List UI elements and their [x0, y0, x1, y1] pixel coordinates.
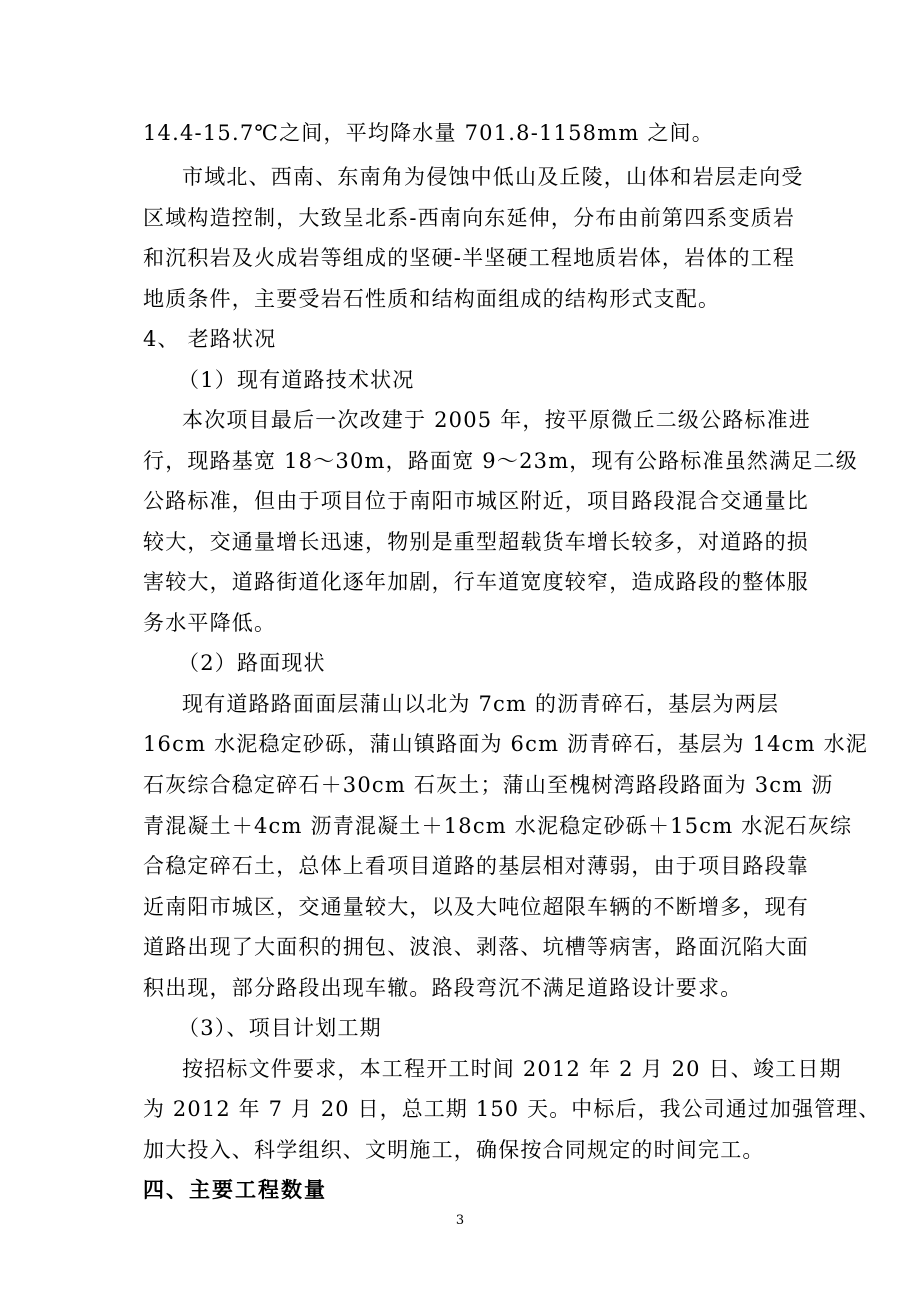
text-line: 务水平降低。	[143, 611, 277, 635]
text-line: 较大，交通量增长迅速，物别是重型超载货车增长较多，对道路的损	[143, 530, 809, 554]
paragraph-line: 现有道路路面面层蒲山以北为 7cm 的沥青碎石，基层为两层	[182, 692, 780, 716]
text-line: 公路标准，但由于项目位于南阳市城区附近，项目路段混合交通量比	[143, 489, 809, 513]
text-line: 和沉积岩及火成岩等组成的坚硬-半坚硬工程地质岩体，岩体的工程	[143, 246, 796, 270]
section-heading: 4、 老路状况	[143, 327, 277, 351]
text-line: 加大投入、科学组织、文明施工，确保按合同规定的时间完工。	[143, 1138, 765, 1162]
page-number: 3	[455, 1213, 465, 1228]
paragraph-line: 市域北、西南、东南角为侵蚀中低山及丘陵，山体和岩层走向受	[182, 165, 804, 189]
text-line: 积出现，部分路段出现车辙。路段弯沉不满足道路设计要求。	[143, 976, 743, 1000]
text-line: 石灰综合稳定碎石＋30cm 石灰土；蒲山至槐树湾路段路面为 3cm 沥	[143, 773, 834, 797]
text-line: 青混凝土＋4cm 沥青混凝土＋18cm 水泥稳定砂砾＋15cm 水泥石灰综	[143, 814, 853, 838]
subsection-heading: （3）、项目计划工期	[178, 1016, 382, 1040]
paragraph-line: 按招标文件要求，本工程开工时间 2012 年 2 月 20 日、竣工日期	[182, 1057, 842, 1081]
text-line: 16cm 水泥稳定砂砾，蒲山镇路面为 6cm 沥青碎石，基层为 14cm 水泥	[143, 732, 869, 756]
text-line: 14.4-15.7℃之间，平均降水量 701.8-1158mm 之间。	[143, 121, 714, 145]
text-line: 区域构造控制，大致呈北系-西南向东延伸，分布由前第四系变质岩	[143, 206, 796, 230]
subsection-heading: （2）路面现状	[178, 651, 326, 675]
text-line: 为 2012 年 7 月 20 日，总工期 150 天。中标后，我公司通过加强管理、	[143, 1097, 881, 1121]
text-line: 近南阳市城区，交通量较大，以及大吨位超限车辆的不断增多，现有	[143, 895, 809, 919]
chapter-heading: 四、主要工程数量	[143, 1177, 327, 1202]
text-line: 道路出现了大面积的拥包、波浪、剥落、坑槽等病害，路面沉陷大面	[143, 935, 809, 959]
text-line: 害较大，道路街道化逐年加剧，行车道宽度较窄，造成路段的整体服	[143, 570, 809, 594]
paragraph-line: 本次项目最后一次改建于 2005 年，按平原微丘二级公路标准进	[182, 408, 811, 432]
subsection-heading: （1）现有道路技术状况	[178, 368, 415, 392]
text-line: 行，现路基宽 18～30m，路面宽 9～23m，现有公路标准虽然满足二级	[143, 449, 858, 473]
text-line: 合稳定碎石土，总体上看项目道路的基层相对薄弱，由于项目路段靠	[143, 854, 809, 878]
text-line: 地质条件，主要受岩石性质和结构面组成的结构形式支配。	[143, 287, 721, 311]
